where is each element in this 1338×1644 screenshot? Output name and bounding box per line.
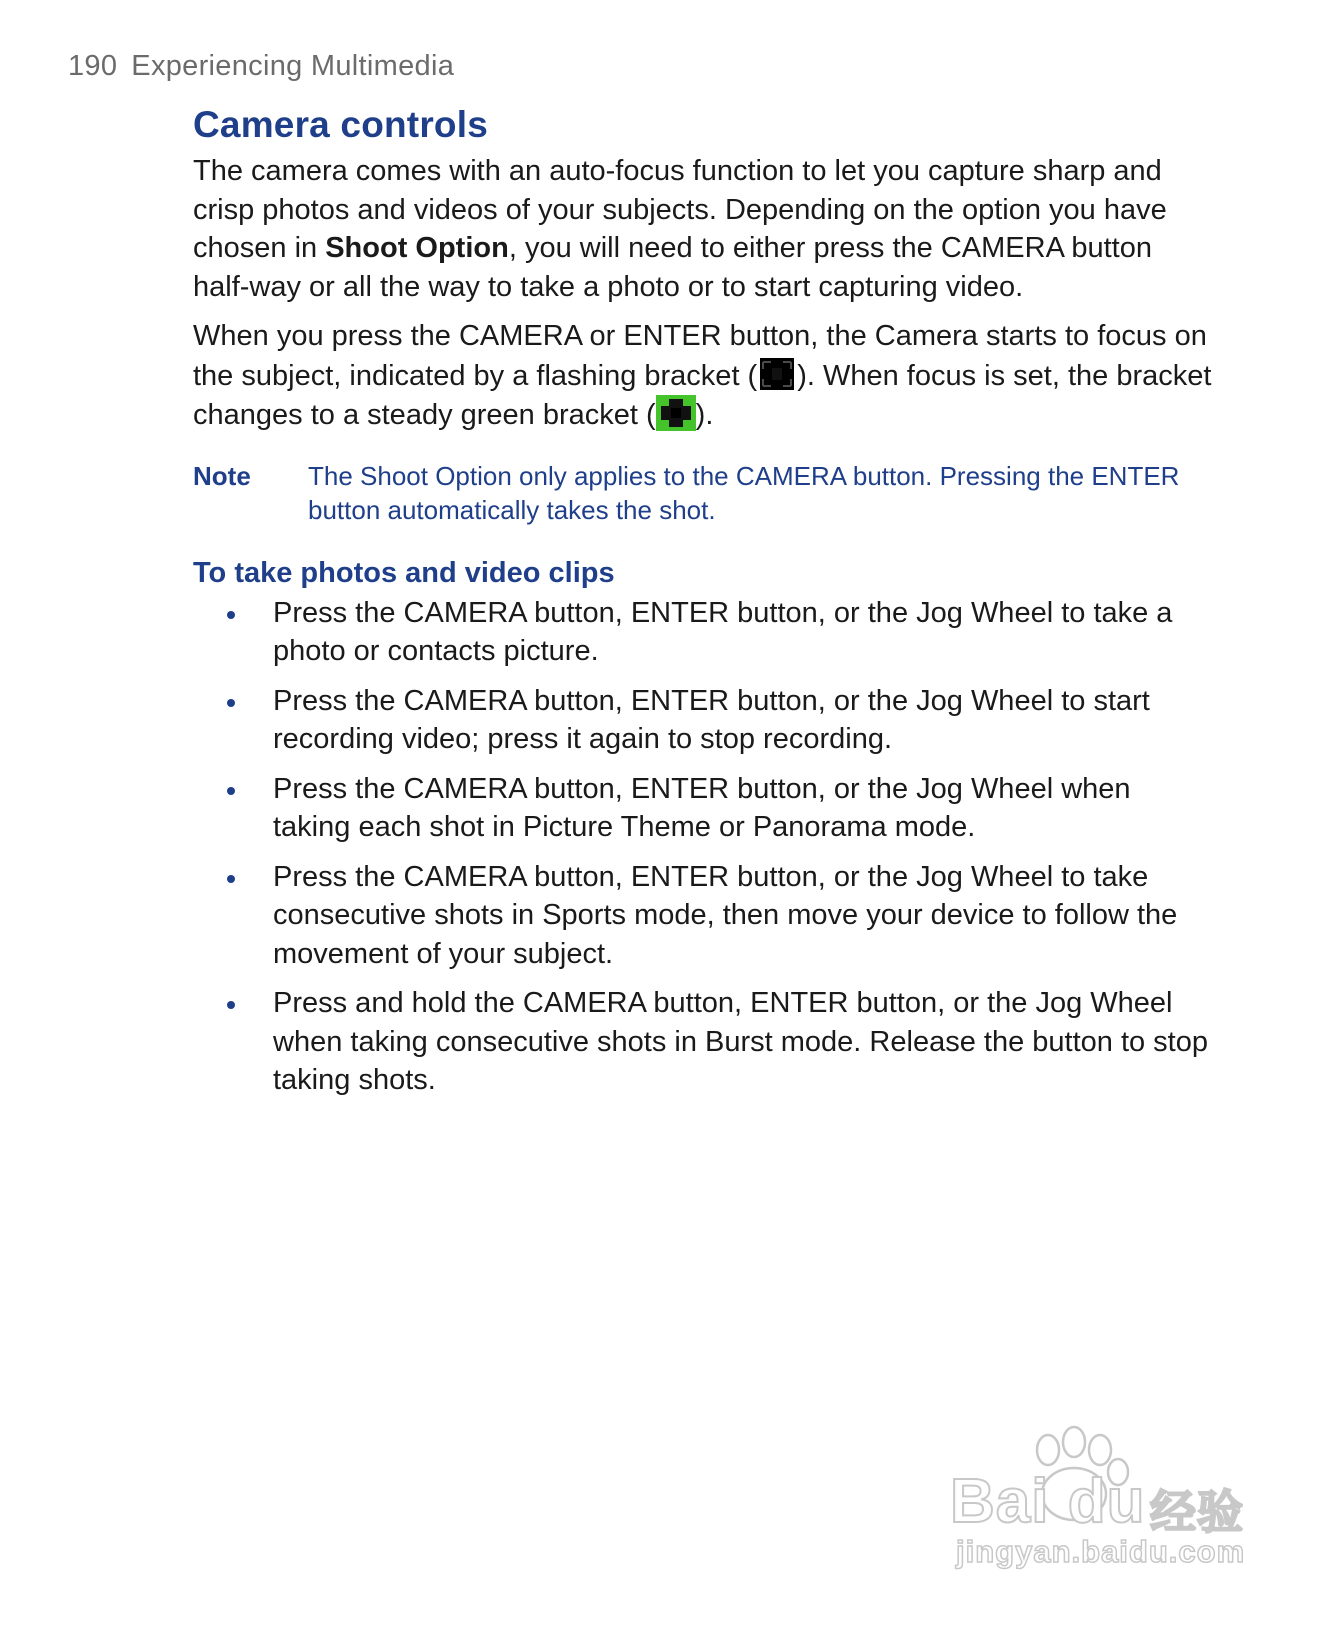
note-block <box>193 459 1213 527</box>
intro-text-start: The camera comes with an auto-focus function to let you capture sharp and crisp photos and videos of your subjects. Depending on the option you have chosen in <box>193 155 1167 264</box>
note-label: Note <box>193 460 251 491</box>
note-text: The Shoot Option only applies to the CAMERA button. Pressing the ENTER button automatically takes the shot. <box>308 460 1180 525</box>
list-item-text: Press the CAMERA button, ENTER button, or the Jog Wheel to take a photo or contacts picture. <box>273 596 1173 667</box>
intro-paragraph <box>193 152 1213 306</box>
list-item <box>193 682 1213 759</box>
baidu-watermark <box>950 1420 1270 1580</box>
list-item <box>193 594 1213 671</box>
focus-text-3: ). <box>695 399 714 431</box>
page-content <box>193 104 1213 1111</box>
procedure-list <box>193 594 1213 1100</box>
section-title: Camera controls <box>193 104 488 145</box>
list-item <box>193 858 1213 974</box>
list-item <box>193 770 1213 847</box>
procedure-title: To take photos and video clips <box>193 556 615 589</box>
page-number: 190 <box>68 50 118 82</box>
bullet-icon <box>227 1001 235 1009</box>
focus-text-2: ). When focus is set, the bracket changes to a steady green bracket ( <box>193 359 1212 431</box>
focus-text-1: When you press the CAMERA or ENTER button, the Camera starts to focus on the subject, indicated by a flashing bracket ( <box>193 320 1207 392</box>
watermark-cn: 经验 <box>1150 1486 1244 1538</box>
list-item-text: Press the CAMERA button, ENTER button, or the Jog Wheel when taking each shot in Picture Theme or Panorama mode. <box>273 772 1131 843</box>
watermark-brand: Bai du <box>950 1467 1146 1536</box>
watermark-url: jingyan.baidu.com <box>956 1534 1246 1569</box>
list-item-text: Press the CAMERA button, ENTER button, or the Jog Wheel to take consecutive shots in Sports mode, then move your device to follow the movement of your subject. <box>273 860 1178 970</box>
list-item <box>193 984 1213 1100</box>
green-focus-bracket-icon <box>656 395 696 431</box>
list-item-text: Press and hold the CAMERA button, ENTER button, or the Jog Wheel when taking consecutive shots in Burst mode. Release the button to stop taking shots. <box>273 987 1208 1096</box>
list-item-text: Press the CAMERA button, ENTER button, or the Jog Wheel to start recording video; press it again to stop recording. <box>273 684 1150 755</box>
bullet-icon <box>227 611 235 619</box>
flashing-focus-bracket-icon <box>757 356 797 392</box>
running-head <box>68 50 454 83</box>
shoot-option-term: Shoot Option <box>325 232 509 264</box>
bullet-icon <box>227 875 235 883</box>
bullet-icon <box>227 699 235 707</box>
intro-text-end: , you will need to either press the CAMERA button half-way or all the way to take a photo or to start capturing video. <box>193 232 1152 303</box>
focus-paragraph <box>193 317 1213 435</box>
bullet-icon <box>227 787 235 795</box>
chapter-title: Experiencing Multimedia <box>131 50 455 82</box>
